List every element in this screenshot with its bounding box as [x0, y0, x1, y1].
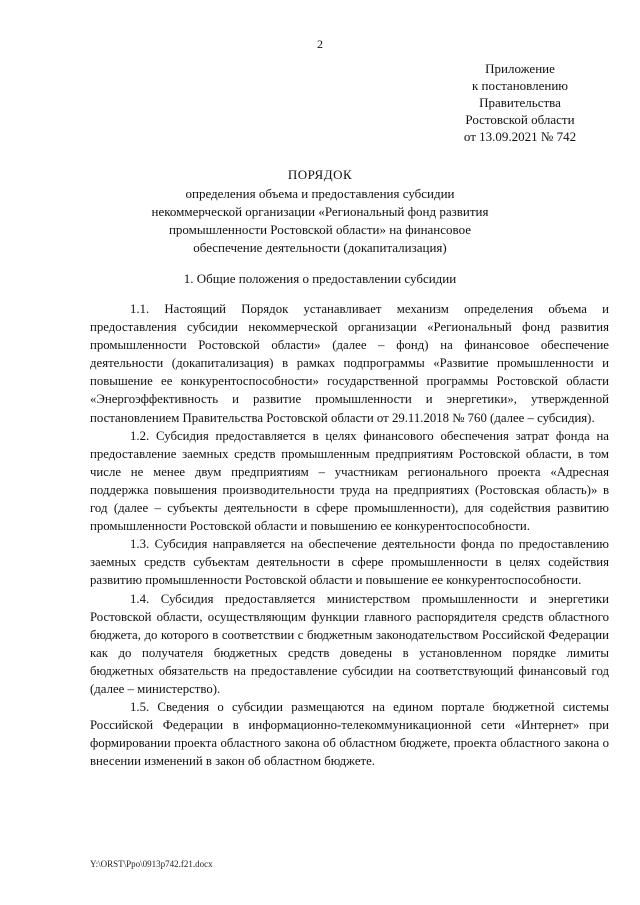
document-body — [90, 300, 609, 770]
appendix-block — [440, 60, 600, 145]
appendix-line: Приложение — [485, 61, 555, 76]
appendix-line: от 13.09.2021 № 742 — [463, 129, 577, 144]
document-subtitle-line: некоммерческой организации «Региональный фонд развития — [151, 204, 489, 219]
appendix-line: к постановлению — [471, 78, 569, 93]
paragraph-1-1: 1.1. Настоящий Порядок устанавливает механизм определения объема и предоставления субсидии некоммерческой организации «Региональный фонд развития промышленности Ростовской области» (далее – фонд) на финансовое обеспечение деятельности (докапитализация) в рамках подпрограммы «Развитие промышленности и повышение ее конкурентоспособности» государственной программы Ростовской области «Энергоэффективность и развитие промышленности и энергетики», утвержденной постановлением Правительства Ростовской области от 29.11.2018 № 760 (далее – субсидия). — [90, 302, 609, 425]
paragraph-1-3: 1.3. Субсидия направляется на обеспечение деятельности фонда по предоставлению заемных средств субъектам деятельности в сфере промышленности в целях содействия развитию промышленности Ростовской области и повышение ее конкурентоспособности. — [90, 537, 609, 588]
paragraph-1-5: 1.5. Сведения о субсидии размещаются на едином портале бюджетной системы Российской Федерации в информационно-телекоммуникационной сети «Интернет» при формировании проекта областного закона об областном бюджете, проекта областного закона о внесении изменений в закон об областном бюджете. — [90, 700, 609, 769]
paragraph-1-4: 1.4. Субсидия предоставляется министерством промышленности и энергетики Ростовской области, осуществляющим функции главного распорядителя средств областного бюджета, до которого в соответствии с бюджетным законодательством Российской Федерации как до получателя бюджетных средств доведены в установленном порядке лимиты бюджетных обязательств на предоставление субсидии на соответствующий финансовый год (далее – министерство). — [90, 591, 609, 696]
document-subtitle-line: определения объема и предоставления субсидии — [185, 186, 455, 201]
footer-file-path: Y:\ORST\Ppo\0913p742.f21.docx — [90, 859, 213, 869]
paragraph-1-2: 1.2. Субсидия предоставляется в целях финансового обеспечения затрат фонда на предоставление заемных средств промышленным предприятиям Ростовской области, в том числе не менее двум предприятиям – участникам регионального проекта «Адресная поддержка повышения производительности труда на предприятиях (Ростовская область)» в год (далее – субъекты деятельности в сфере промышленности), для содействия развитию промышленности Ростовской области и повышению ее конкурентоспособности. — [90, 428, 609, 534]
document-title-block — [90, 166, 550, 257]
document-title: ПОРЯДОК — [287, 167, 353, 182]
document-subtitle-line: обеспечение деятельности (докапитализация) — [193, 240, 447, 255]
document-subtitle-line: промышленности Ростовской области» на финансовое — [168, 222, 472, 237]
page-number: 2 — [317, 37, 323, 51]
appendix-line: Ростовской области — [465, 112, 575, 127]
section-heading: 1. Общие положения о предоставлении субсидии — [183, 271, 457, 286]
appendix-line: Правительства — [479, 95, 561, 110]
